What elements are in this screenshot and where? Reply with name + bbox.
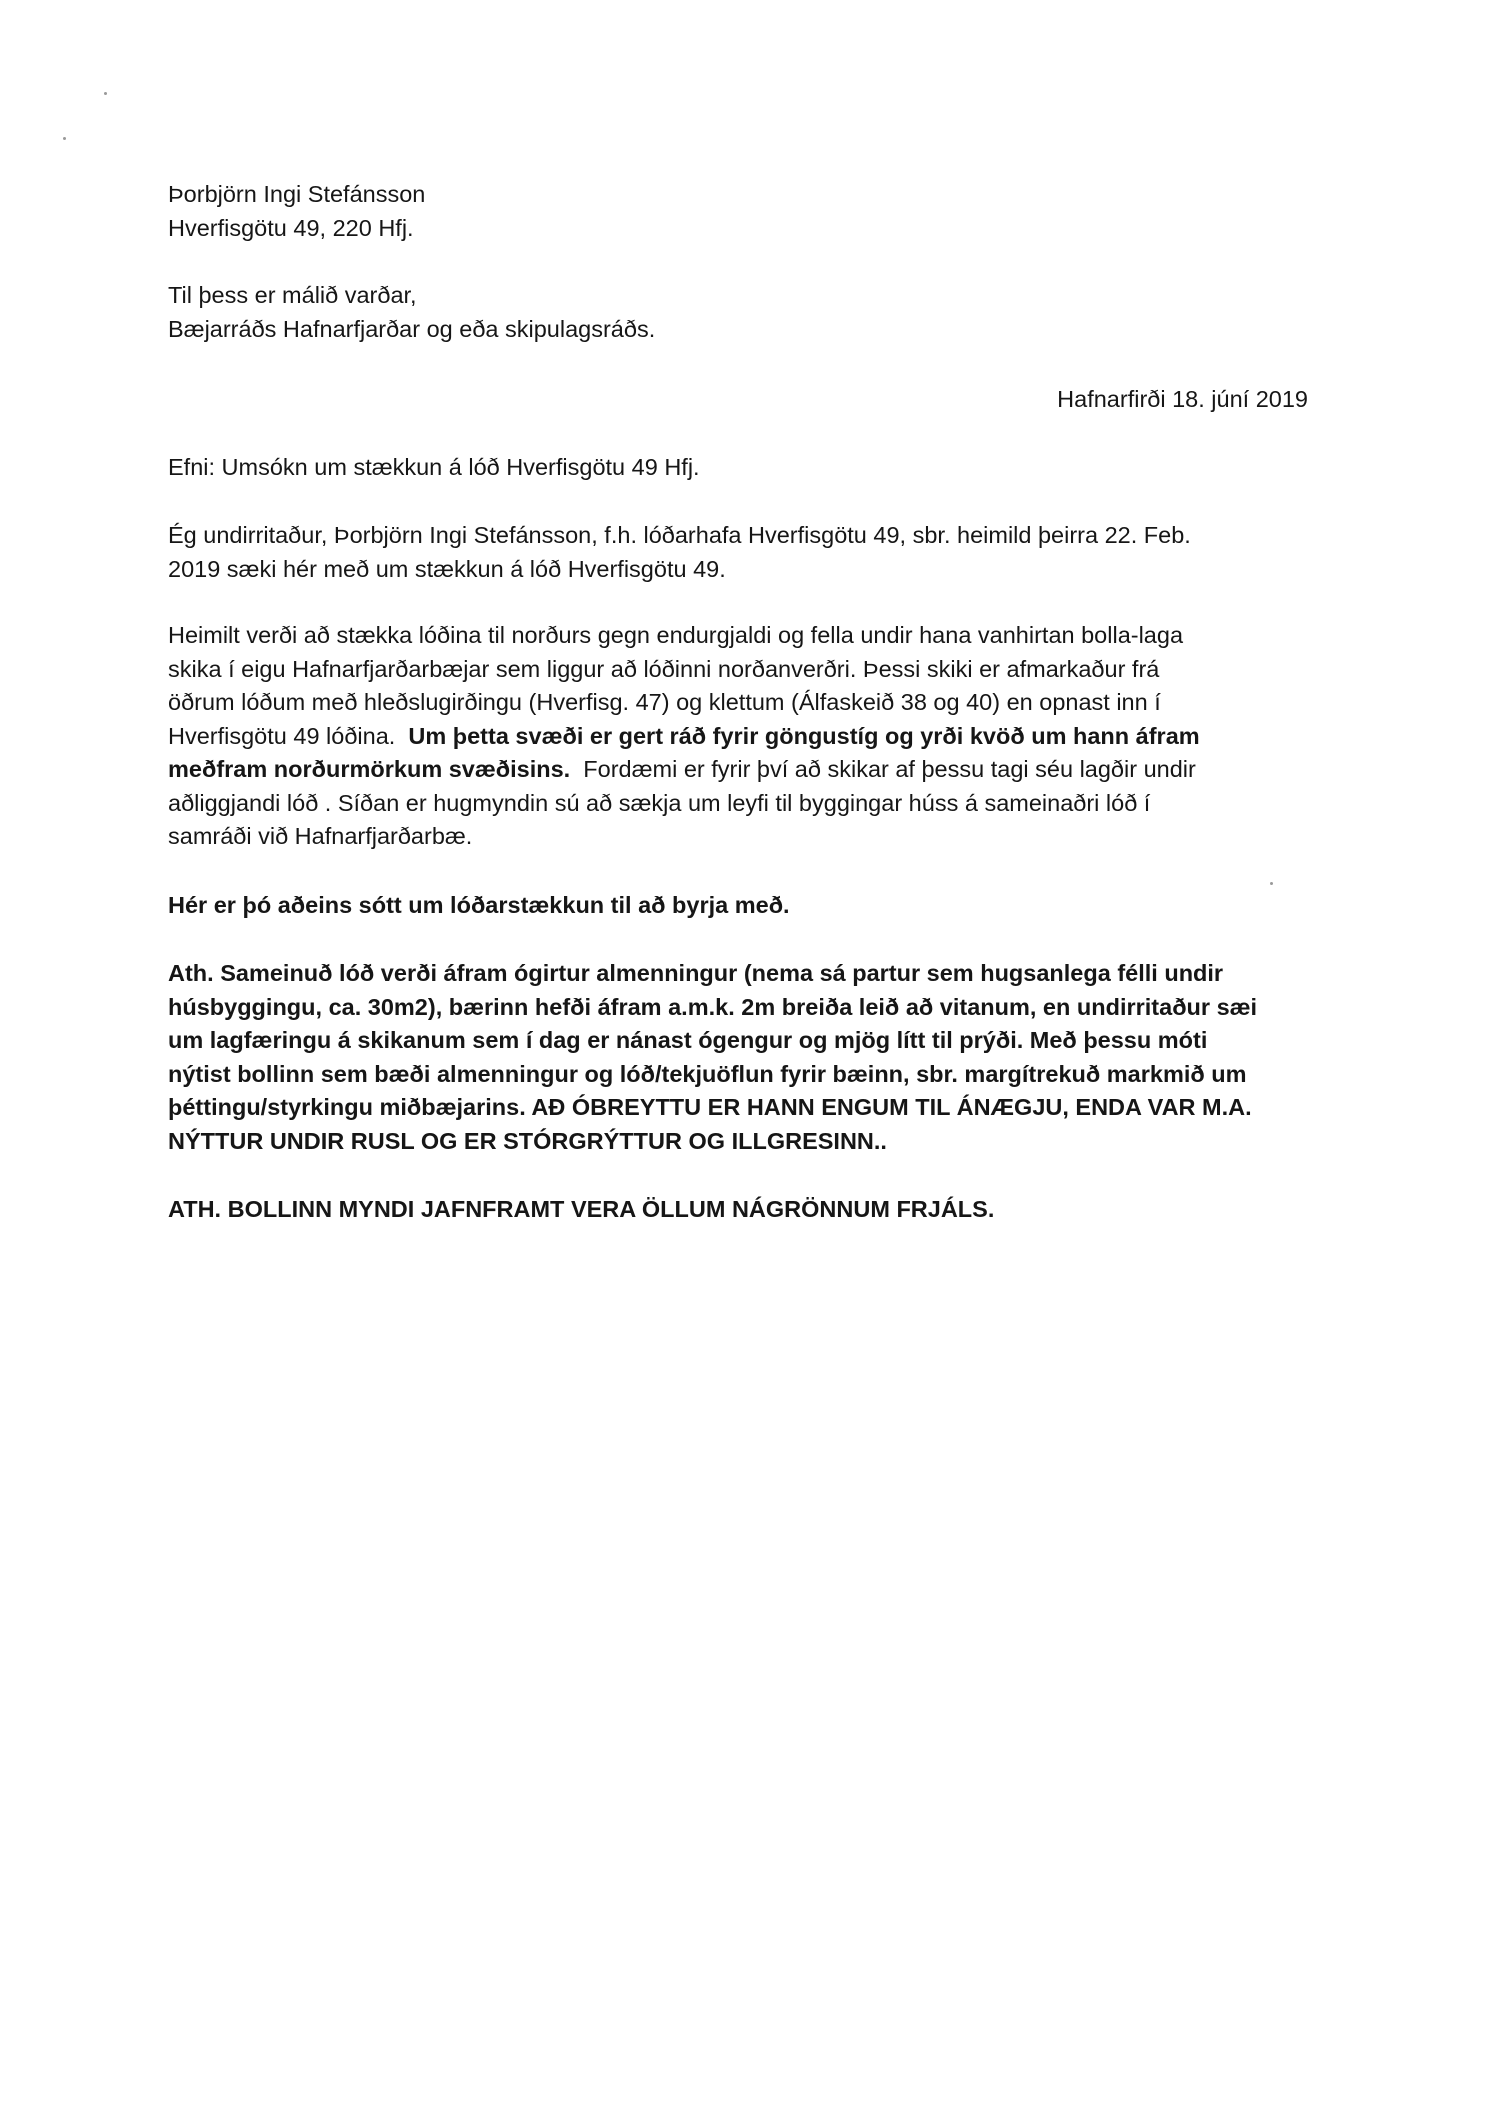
- letter-date: Hafnarfirði 18. júní 2019: [1057, 386, 1308, 412]
- subject-line: Efni: Umsókn um stækkun á lóð Hverfisgötu 49 Hfj.: [168, 454, 700, 480]
- paragraph-note: Hér er þó aðeins sótt um lóðarstækkun til að byrja með.: [168, 892, 790, 918]
- text-line: öðrum lóðum með hleðslugirðingu (Hverfisg. 47) og klettum (Álfaskeið 38 og 40) en opnast inn í: [168, 689, 1161, 715]
- text-line: samráði við Hafnarfjarðarbæ.: [168, 823, 473, 849]
- text-line: um lagfæringu á skikanum sem í dag er nánast ógengur og mjög lítt til prýði. Með þessu móti: [168, 1027, 1208, 1053]
- emphasis-text: Um þetta svæði er gert ráð fyrir göngustíg og yrði kvöð um hann áfram: [408, 722, 1200, 749]
- sender-name: Þorbjörn Ingi Stefánsson: [168, 181, 426, 207]
- text-line: Ath. Sameinuð lóð verði áfram ógirtur almenningur (nema sá partur sem hugsanlega félli undir: [168, 960, 1224, 986]
- text-line: þéttingu/styrkingu miðbæjarins. AÐ ÓBREYTTU ER HANN ENGUM TIL ÁNÆGJU, ENDA VAR M.A.: [168, 1094, 1252, 1120]
- text-line: NÝTTUR UNDIR RUSL OG ER STÓRGRÝTTUR OG ILLGRESINN..: [168, 1127, 887, 1154]
- paragraph-closing: ATH. BOLLINN MYNDI JAFNFRAMT VERA ÖLLUM NÁGRÖNNUM FRJÁLS.: [168, 1196, 995, 1222]
- sender-address: Hverfisgötu 49, 220 Hfj.: [168, 214, 414, 241]
- scan-speck: [104, 92, 107, 95]
- text-line: húsbyggingu, ca. 30m2), bærinn hefði áfram a.m.k. 2m breiða leið að vitanum, en undirritaður sæi: [168, 993, 1258, 1020]
- scan-speck: [63, 137, 66, 140]
- paragraph-ath: [168, 957, 1318, 1158]
- text-line: 2019 sæki hér með um stækkun á lóð Hverfisgötu 49.: [168, 555, 726, 582]
- paragraph-intro: [168, 519, 1318, 586]
- text-line: Heimilt verði að stækka lóðina til norðurs gegn endurgjaldi og fella undir hana vanhirtan bolla-laga: [168, 622, 1184, 648]
- text-line: Hverfisgötu 49 lóðina. Um þetta svæði er gert ráð fyrir göngustíg og yrði kvöð um hann áfram: [168, 722, 1200, 749]
- text-line: meðfram norðurmörkum svæðisins. Fordæmi er fyrir því að skikar af þessu tagi séu lagðir undir: [168, 756, 1196, 782]
- recipient-line: Bæjarráðs Hafnarfjarðar og eða skipulagsráðs.: [168, 315, 656, 342]
- sender-block: [168, 178, 1318, 245]
- text-line: skika í eigu Hafnarfjarðarbæjar sem liggur að lóðinni norðanverðri. Þessi skiki er afmarkaður frá: [168, 655, 1160, 682]
- scan-speck: [1270, 882, 1273, 885]
- text-line: nýtist bollinn sem bæði almenningur og lóð/tekjuöflun fyrir bæinn, sbr. margítrekuð markmið um: [168, 1060, 1247, 1087]
- recipient-block: [168, 279, 1318, 346]
- recipient-line: Til þess er málið varðar,: [168, 282, 417, 308]
- text-line: aðliggjandi lóð . Síðan er hugmyndin sú að sækja um leyfi til byggingar húss á sameinaðri lóð í: [168, 789, 1151, 816]
- text-line: Ég undirritaður, Þorbjörn Ingi Stefánsson, f.h. lóðarhafa Hverfisgötu 49, sbr. heimild þeirra 22. Feb.: [168, 522, 1191, 548]
- paragraph-request: [168, 619, 1318, 854]
- emphasis-text: meðfram norðurmörkum svæðisins.: [168, 756, 571, 782]
